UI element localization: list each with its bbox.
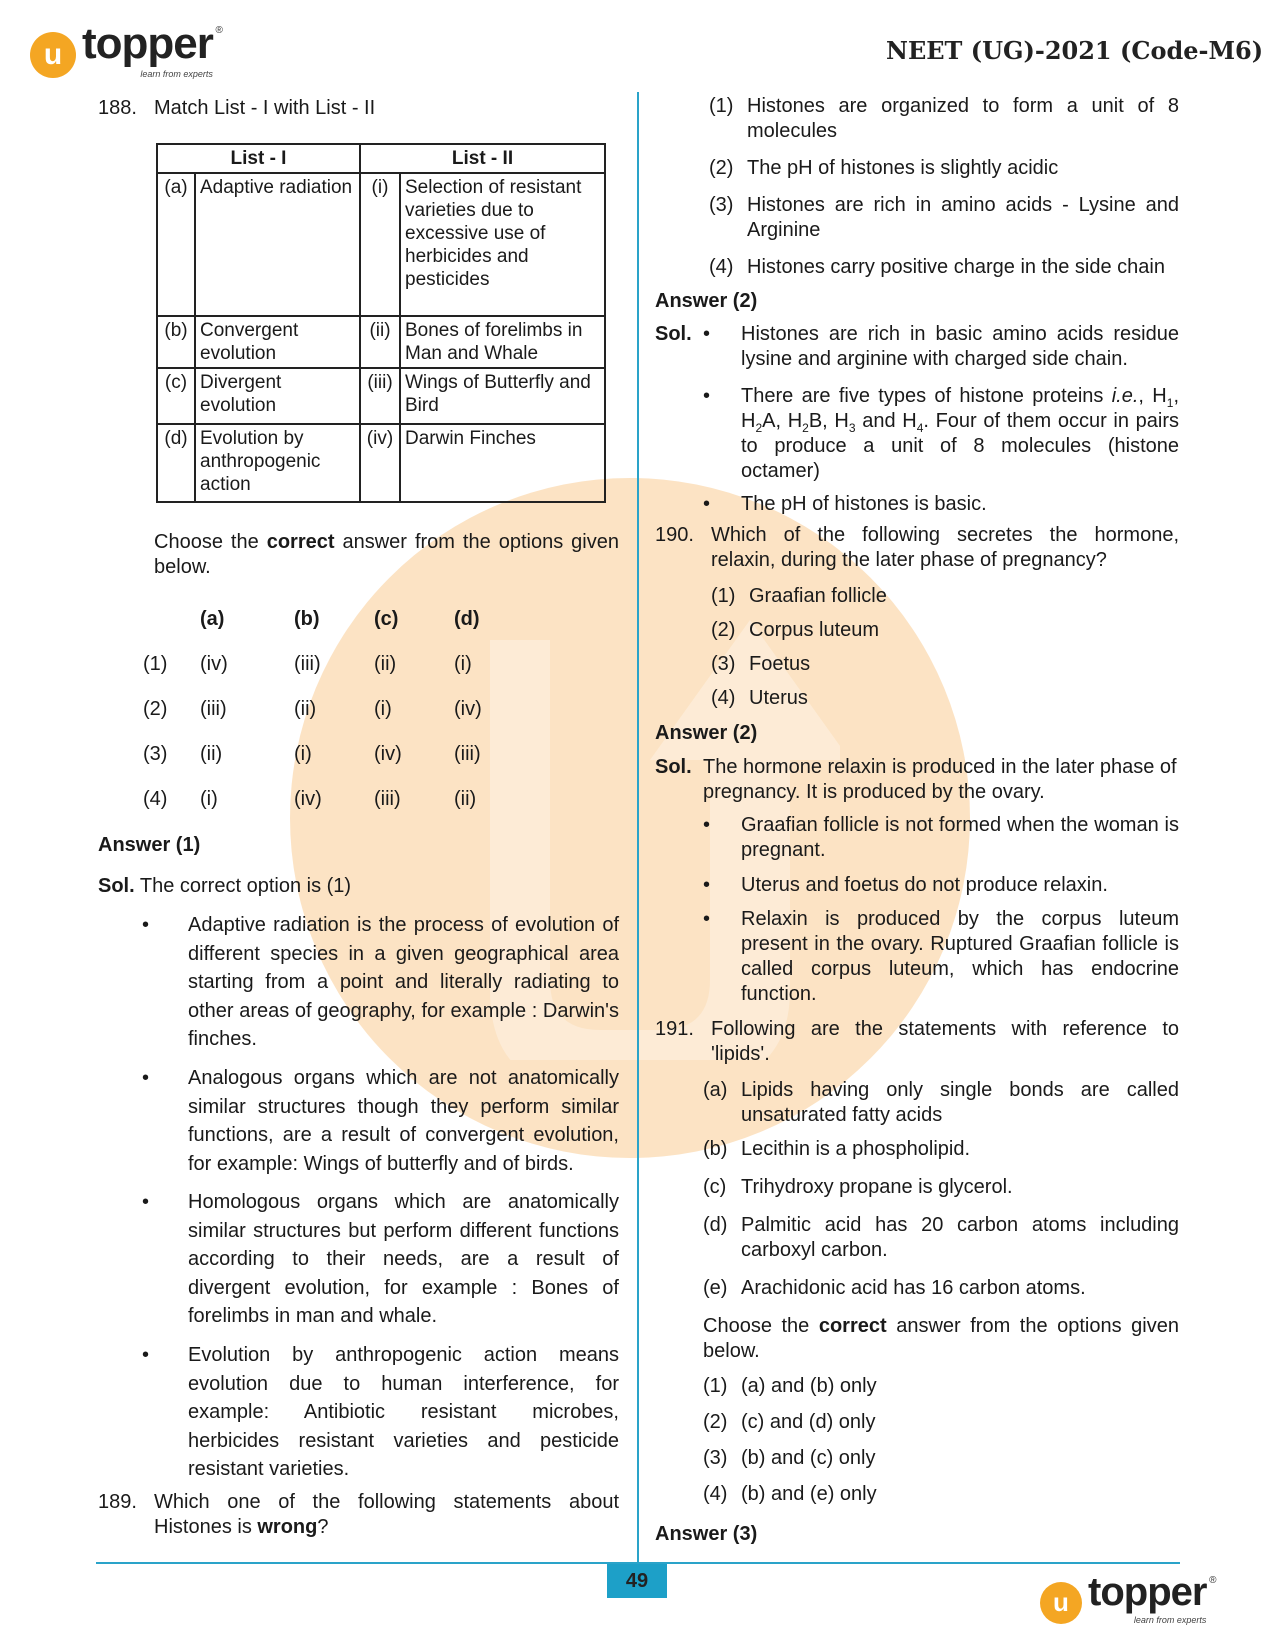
match-table	[156, 143, 606, 503]
bullet-text: Evolution by anthropogenic action means evolution due to human interference, for example: Antibiotic resistant microbes, herbicides resistant varieties and pesticide resistant varieties.	[188, 1344, 619, 1480]
option-row[interactable]	[0, 787, 640, 812]
q188-answer: Answer (1)	[98, 834, 201, 856]
q190-number: 190.	[655, 524, 694, 546]
list-item	[142, 1341, 619, 1484]
table-cell-label: (iii)	[360, 368, 400, 424]
logo-u-icon: u	[1040, 1582, 1082, 1624]
option-value: (i)	[200, 788, 218, 810]
bullet-icon: •	[142, 1344, 150, 1366]
q189-number: 189.	[98, 1491, 137, 1513]
table-cell: Convergent evolution	[195, 316, 360, 368]
sol-label: Sol.	[655, 756, 692, 778]
table-cell: Darwin Finches	[400, 424, 605, 502]
option-header-row	[0, 607, 640, 632]
page-number: 49	[607, 1564, 667, 1598]
bullet-text: Relaxin is produced by the corpus luteum present in the ovary. Ruptured Graafian follicle is called corpus luteum, which has endocrine function.	[741, 908, 1179, 1005]
option-item[interactable]: (4) Uterus	[711, 687, 808, 709]
q191-options	[703, 1374, 1143, 1507]
option-value: (ii)	[374, 653, 397, 675]
q189-options	[709, 94, 1179, 280]
q188-text: Match List - I with List - II	[154, 97, 376, 119]
logo-tagline: learn from experts	[1133, 1615, 1207, 1625]
option-value: (iv)	[294, 788, 322, 810]
option-row[interactable]	[0, 742, 640, 767]
option-number: (4)	[143, 788, 168, 810]
bullet-text: The pH of histones is basic.	[741, 493, 987, 515]
table-cell: Selection of resistant varieties due to excessive use of herbicides and pesticides	[400, 173, 605, 316]
table-cell-label: (i)	[360, 173, 400, 316]
option-item[interactable]: (1) Histones are organized to form a unit of 8 molecules	[709, 95, 1179, 142]
table-cell: Wings of Butterfly and Bird	[400, 368, 605, 424]
sol-label: Sol.	[98, 875, 135, 897]
sol-text: The correct option is (1)	[139, 875, 352, 897]
option-item[interactable]: (4) (b) and (e) only	[703, 1483, 877, 1505]
option-value: (iv)	[200, 653, 228, 675]
q190-title	[655, 523, 1179, 573]
option-item[interactable]: (2) (c) and (d) only	[703, 1411, 876, 1433]
q188-instruction	[154, 530, 619, 580]
statement-item: (b) Lecithin is a phospholipid.	[703, 1138, 971, 1160]
list-item	[142, 911, 619, 1054]
option-value: (ii)	[454, 788, 477, 810]
option-row[interactable]	[0, 652, 640, 677]
option-value: (iii)	[294, 653, 321, 675]
option-item[interactable]: (3) Histones are rich in amino acids - Lysine and Arginine	[709, 194, 1179, 241]
footer-logo	[1040, 1570, 1217, 1633]
table-cell: Evolution by anthropogenic action	[195, 424, 360, 502]
column-divider	[637, 92, 639, 1562]
option-row[interactable]	[0, 697, 640, 722]
option-value: (i)	[454, 653, 472, 675]
table-cell: Adaptive radiation	[195, 173, 360, 316]
table-row	[157, 173, 605, 316]
table-row	[157, 368, 605, 424]
logo-reg: ®	[1209, 1575, 1217, 1586]
table-head-list1: List - I	[157, 144, 360, 173]
instruction-text: Choose the	[154, 531, 267, 553]
logo-u-icon: u	[30, 32, 76, 78]
bullet-text: Homologous organs which are anatomically similar structures but perform different functions according to their needs, are a result of divergent evolution, for example : Bones of forelimbs in man and whale.	[188, 1191, 619, 1327]
statement-item: (d) Palmitic acid has 20 carbon atoms including carboxyl carbon.	[703, 1214, 1179, 1261]
list-item	[142, 1188, 619, 1331]
bullet-icon: •	[703, 908, 711, 930]
q190-options	[711, 584, 1151, 711]
table-cell-label: (ii)	[360, 316, 400, 368]
option-header: (a)	[200, 608, 225, 630]
bullet-text: Histones are rich in basic amino acids residue lysine and arginine with charged side chain.	[741, 323, 1179, 370]
option-item[interactable]: (1) Graafian follicle	[711, 585, 887, 607]
option-value: (iii)	[374, 788, 401, 810]
option-number: (1)	[143, 653, 168, 675]
q188-number: 188.	[98, 97, 137, 119]
table-cell-label: (c)	[157, 368, 195, 424]
q188-solution	[98, 874, 351, 899]
instruction-bold: correct	[266, 531, 335, 553]
q191-statements	[703, 1078, 1179, 1301]
q191-number: 191.	[655, 1018, 694, 1040]
bullet-icon: •	[703, 874, 711, 896]
option-item[interactable]: (3) Foetus	[711, 653, 811, 675]
option-header: (b)	[294, 608, 320, 630]
q191-title	[655, 1017, 1179, 1067]
table-cell-label: (b)	[157, 316, 195, 368]
exam-title: NEET (UG)-2021 (Code-M6)	[886, 36, 1264, 65]
option-value: (iv)	[454, 698, 482, 720]
option-header: (c)	[374, 608, 399, 630]
list-item	[142, 1064, 619, 1178]
statement-item: (e) Arachidonic acid has 16 carbon atoms.	[703, 1277, 1086, 1299]
option-value: (i)	[374, 698, 392, 720]
statement-item: (a) Lipids having only single bonds are called unsaturated fatty acids	[703, 1079, 1179, 1126]
option-item[interactable]: (4) Histones carry positive charge in the side chain	[709, 256, 1165, 278]
q190-answer: Answer (2)	[655, 722, 758, 744]
bullet-icon: •	[703, 814, 711, 836]
bullet-text: Uterus and foetus do not produce relaxin.	[741, 874, 1108, 896]
option-value: (ii)	[294, 698, 317, 720]
option-value: (ii)	[200, 743, 223, 765]
logo-tagline: learn from experts	[140, 69, 213, 79]
logo-wordmark: topper	[82, 19, 213, 68]
table-cell-label: (iv)	[360, 424, 400, 502]
bullet-icon: •	[703, 385, 711, 407]
table-row	[157, 424, 605, 502]
table-head-list2: List - II	[360, 144, 605, 173]
option-value: (iii)	[200, 698, 227, 720]
option-number: (3)	[143, 743, 168, 765]
logo-reg: ®	[215, 25, 223, 36]
option-value: (i)	[294, 743, 312, 765]
q189-title	[98, 1490, 619, 1540]
statement-item: (c) Trihydroxy propane is glycerol.	[703, 1176, 1013, 1198]
option-value: (iv)	[374, 743, 402, 765]
option-value: (iii)	[454, 743, 481, 765]
option-item[interactable]: (1) (a) and (b) only	[703, 1375, 877, 1397]
option-item[interactable]: (3) (b) and (c) only	[703, 1447, 876, 1469]
header-logo	[30, 19, 223, 87]
bullet-icon: •	[142, 1067, 150, 1089]
option-item[interactable]: (2) The pH of histones is slightly acidic	[709, 157, 1059, 179]
bullet-icon: •	[703, 323, 711, 345]
table-cell-label: (a)	[157, 173, 195, 316]
bullet-icon: •	[703, 493, 711, 515]
q191-instruction: Choose the correct answer from the options given below.	[703, 1315, 1179, 1362]
instruction-text: answer from the options given below.	[154, 531, 619, 578]
option-item[interactable]: (2) Corpus luteum	[711, 619, 880, 641]
sol-text: The hormone relaxin is produced in the later phase of pregnancy. It is produced by the ovary.	[703, 756, 1177, 803]
table-row	[157, 316, 605, 368]
q191-text: Following are the statements with reference to 'lipids'.	[711, 1018, 1179, 1065]
bullet-icon: •	[142, 914, 150, 936]
table-cell: Divergent evolution	[195, 368, 360, 424]
q189-answer: Answer (2)	[655, 290, 758, 312]
logo-wordmark: topper	[1088, 1570, 1207, 1614]
bullet-text: Adaptive radiation is the process of evolution of different species in a given geographical area starting from a point and literally radiating to other areas of geography, for example : Darwin's finches.	[188, 914, 619, 1050]
table-cell: Bones of forelimbs in Man and Whale	[400, 316, 605, 368]
bullet-text: Graafian follicle is not formed when the woman is pregnant.	[741, 814, 1179, 861]
bullet-text: There are five types of histone proteins i.e., $H_1$, $H_2A$, $H_2B$, $H_3$ and $H_4$. Four of them occur in pairs to produce a unit of 8 molecules (histone octamer)	[741, 385, 1179, 482]
bullet-icon: •	[142, 1191, 150, 1213]
bullet-text: Analogous organs which are not anatomically similar structures though they perform similar functions, are a result of convergent evolution, for example: Wings of butterfly and of birds.	[188, 1067, 619, 1175]
option-header: (d)	[454, 608, 480, 630]
q190-text: Which of the following secretes the hormone, relaxin, during the later phase of pregnancy?	[711, 524, 1179, 571]
q191-answer: Answer (3)	[655, 1523, 758, 1545]
table-cell-label: (d)	[157, 424, 195, 502]
q188-title	[98, 96, 618, 121]
q189-text: Which one of the following statements about Histones is wrong?	[154, 1491, 619, 1538]
sol-label: Sol.	[655, 323, 692, 345]
option-number: (2)	[143, 698, 168, 720]
